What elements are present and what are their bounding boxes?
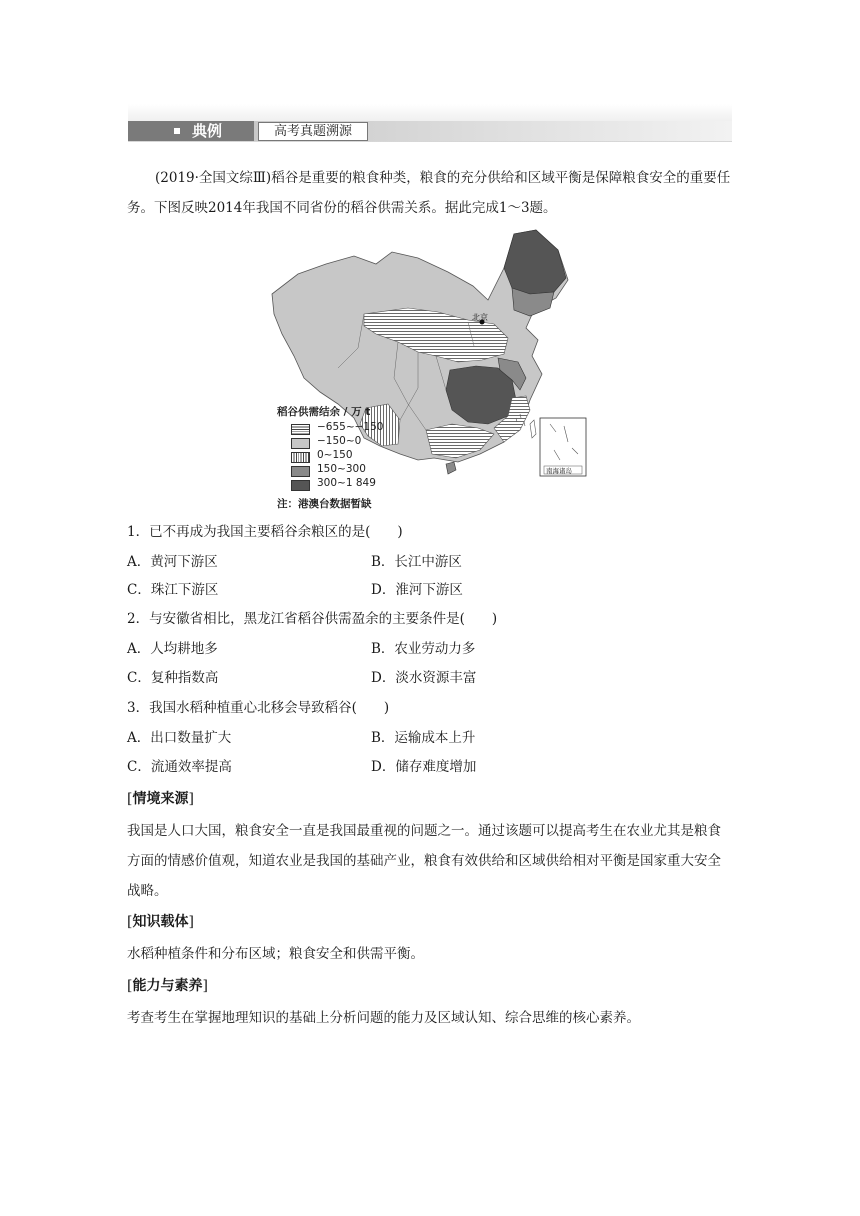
question-1-option-d[interactable]: D．淮河下游区 bbox=[371, 582, 463, 598]
square-bullet-icon bbox=[174, 128, 180, 134]
region-taiwan bbox=[530, 420, 536, 438]
map-note: 注：港澳台数据暂缺 bbox=[277, 498, 372, 510]
section-text-knowledge: 水稻种植条件和分布区域；粮食安全和供需平衡。 bbox=[127, 946, 424, 962]
question-1-option-b[interactable]: B．长江中游区 bbox=[371, 554, 462, 570]
legend-title: 稻谷供需结余 / 万 t bbox=[277, 406, 371, 418]
legend-swatch-mid-gray bbox=[291, 466, 310, 477]
section-text-ability: 考查考生在掌握地理知识的基础上分析问题的能力及区域认知、综合思维的核心素养。 bbox=[127, 1010, 640, 1026]
banner-tag-example: 典例 bbox=[128, 121, 254, 141]
intro-paragraph: (2019·全国文综Ⅲ)稻谷是重要的粮食种类，粮食的充分供给和区域平衡是保障粮食安全的重要任务。下图反映2014年我国不同省份的稻谷供需关系。据此完成1～3题。 bbox=[127, 170, 731, 216]
legend-swatch-horizontal-hatch bbox=[291, 424, 310, 435]
question-3-option-d[interactable]: D．储存难度增加 bbox=[371, 759, 477, 775]
section-text-context: 我国是人口大国，粮食安全一直是我国最重视的问题之一。通过该题可以提高考生在农业尤其是粮食方面的情感价值观，知道农业是我国的基础产业，粮食有效供给和区域供给相对平衡是国家重大安全战略。 bbox=[127, 823, 721, 899]
legend-swatch-dark-gray bbox=[291, 480, 310, 491]
question-3-stem: 3．我国水稻种植重心北移会导致稻谷( ) bbox=[127, 700, 390, 716]
question-2-option-d[interactable]: D．淡水资源丰富 bbox=[371, 670, 477, 686]
rice-supply-demand-map bbox=[268, 228, 588, 518]
question-1-option-c[interactable]: C．珠江下游区 bbox=[127, 582, 219, 598]
question-1-stem: 1．已不再成为我国主要稻谷余粮区的是( ) bbox=[127, 524, 403, 540]
question-1-option-a[interactable]: A．黄河下游区 bbox=[127, 554, 218, 570]
section-heading-knowledge: [知识载体] bbox=[127, 914, 194, 930]
banner-tag-source: 高考真题溯源 bbox=[258, 122, 368, 141]
question-2-option-c[interactable]: C．复种指数高 bbox=[127, 670, 219, 686]
beijing-label: 北京 bbox=[472, 313, 488, 322]
question-3-option-b[interactable]: B．运输成本上升 bbox=[371, 730, 476, 746]
section-heading-context: [情境来源] bbox=[127, 791, 194, 807]
legend-swatch-light-gray bbox=[291, 438, 310, 449]
question-3-option-c[interactable]: C．流通效率提高 bbox=[127, 759, 232, 775]
question-2-stem: 2．与安徽省相比，黑龙江省稻谷供需盈余的主要条件是( ) bbox=[127, 611, 498, 627]
section-heading-ability: [能力与素养] bbox=[127, 978, 208, 994]
question-2-option-a[interactable]: A．人均耕地多 bbox=[127, 641, 218, 657]
inset-label: 南海诸岛 bbox=[546, 467, 572, 475]
legend-swatch-vertical-hatch bbox=[291, 452, 310, 463]
region-heilongjiang bbox=[504, 230, 566, 294]
question-3-option-a[interactable]: A．出口数量扩大 bbox=[127, 730, 232, 746]
region-hainan bbox=[446, 462, 456, 474]
question-2-option-b[interactable]: B．农业劳动力多 bbox=[371, 641, 476, 657]
